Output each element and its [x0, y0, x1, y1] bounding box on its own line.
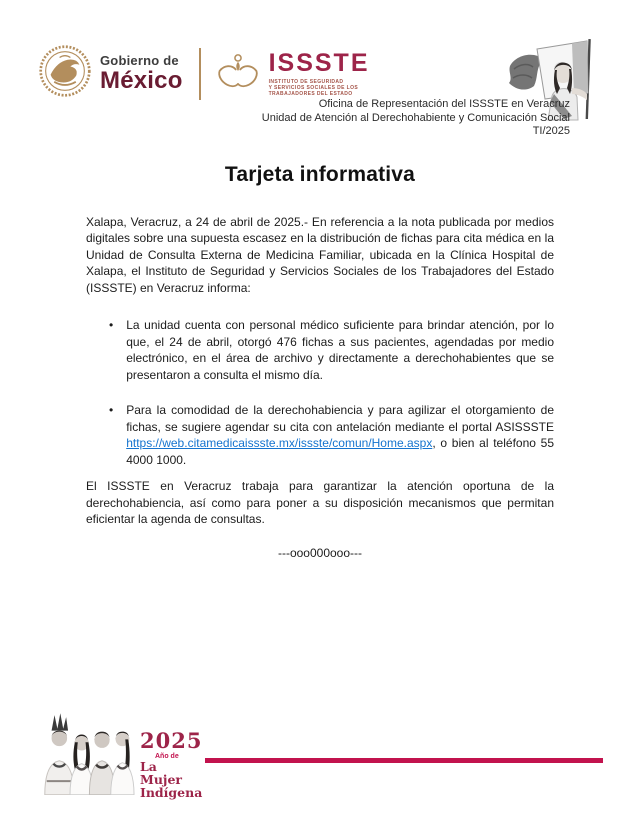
intro-paragraph: Xalapa, Veracruz, a 24 de abril de 2025.- En referencia a la nota publicada por medios digitales sobre una supuesta escasez en la distribución de fichas para cita médica en la Unidad de Consulta Externa de Medicina Familiar, ubicada en la Clínica Hospital de Xalapa, el Instituto de Seguridad y Servicios Sociales de los Trabajadores del Estado (ISSSTE) en Veracruz informa: [86, 214, 554, 295]
footer-accent-line [205, 758, 603, 763]
closing-paragraph: El ISSSTE en Veracruz trabaja para garantizar la atención oportuna de la derechohabiencia, así como para poner a su disposición mecanismos que permitan eficientar la agenda de consultas. [86, 479, 554, 526]
meta-reference-number: TI/2025 [532, 125, 570, 137]
bullet-item [86, 402, 554, 468]
year-number: 2025 [140, 728, 203, 753]
gobierno-wordmark-line2: México [100, 67, 183, 94]
year-subtitle: Año de [155, 753, 179, 760]
year-emblem [140, 728, 203, 800]
bullet-text-after-link: , o bien al teléfono 55 4000 1000. [126, 436, 554, 467]
gobierno-wordmark-line1: Gobierno de [100, 53, 179, 68]
issste-tagline [269, 79, 370, 97]
bullet-text: La unidad cuenta con personal médico suficiente para brindar atención, por lo que, el 24 de abril, otorgó 476 fichas a sus pacientes, agendadas por medio electrónico, en el área de archivo y directamente a derechohabientes que se presentaron a consulta el mismo día. [126, 318, 554, 382]
eagle-seal-icon [38, 44, 92, 103]
meta-unit-line: Unidad de Atención al Derechohabiente y Comunicación Social [261, 111, 570, 124]
end-mark: ---ooo000ooo--- [277, 545, 363, 560]
gobierno-de-mexico-logo [38, 44, 183, 103]
issste-wordmark [268, 48, 370, 97]
bullet-text [126, 402, 554, 468]
logo-divider [199, 48, 201, 100]
gobierno-wordmark [100, 54, 183, 93]
indigenous-women-photo [38, 709, 135, 800]
page-title: Tarjeta informativa [224, 162, 416, 186]
document-body [0, 214, 640, 562]
issste-name: ISSSTE [268, 48, 370, 77]
bullet-marker: • [109, 318, 114, 332]
page-footer [38, 709, 603, 800]
bullet-item [86, 317, 554, 383]
appointment-portal-link[interactable]: https://web.citamedicaissste.mx/issste/comun/Home.aspx [126, 436, 433, 450]
bullet-text-before-link: Para la comodidad de la derechohabiencia y para agilizar el otorgamiento de fichas, se sugiere agendar su cita con antelación mediante el portal ASISSSTE [126, 403, 554, 434]
issste-logo [215, 48, 370, 97]
issste-tagline-line: TRABAJADORES DEL ESTADO [268, 90, 353, 97]
issste-tagline-line: Y SERVICIOS SOCIALES DE LOS [268, 84, 359, 91]
bullet-list [86, 317, 554, 468]
bullet-marker: • [109, 403, 114, 417]
meta-office-line: Oficina de Representación del ISSSTE en Veracruz [318, 98, 570, 110]
year-line1: La Mujer [140, 759, 182, 787]
logo-group [38, 44, 370, 103]
masthead [0, 0, 640, 97]
issste-tagline-line: INSTITUTO DE SEGURIDAD [268, 78, 344, 85]
year-line2: Indígena [140, 785, 203, 800]
hands-holding-figure-icon [215, 51, 261, 96]
document-meta [0, 98, 640, 139]
